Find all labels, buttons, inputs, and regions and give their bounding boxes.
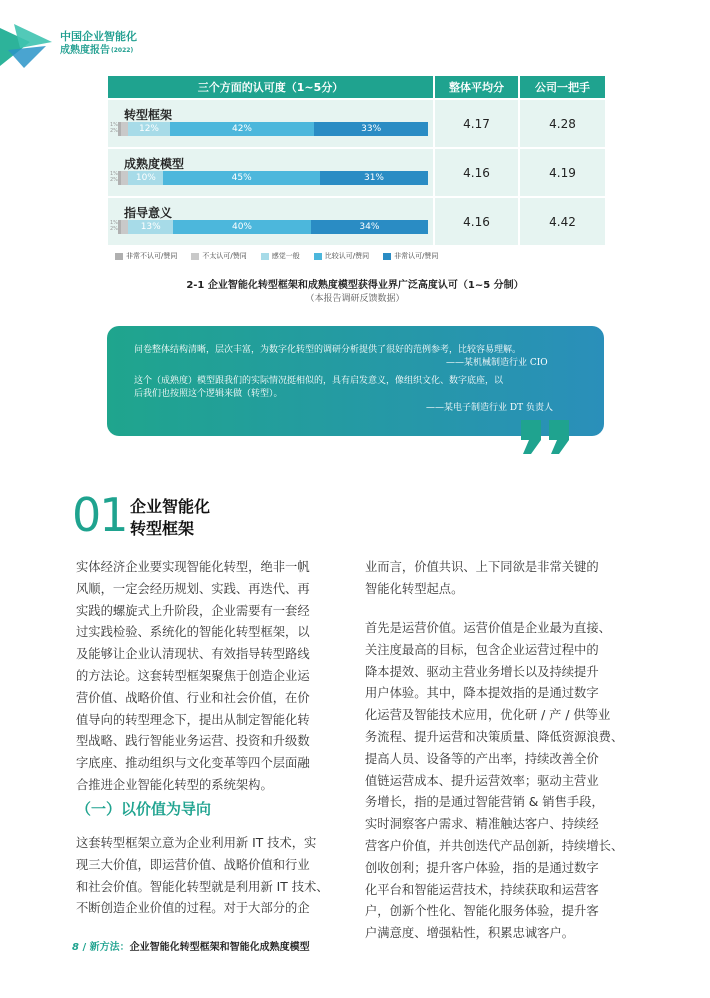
legend-item: [383, 251, 438, 261]
quote-mark-icon: [519, 418, 575, 456]
report-logo-icon: [0, 22, 56, 70]
text-line: 现三大价值，即运营价值、战略价值和行业: [76, 857, 310, 872]
text-line: 不断创造企业价值的过程。对于大部分的企: [76, 901, 310, 916]
row-label: 成熟度模型: [124, 157, 185, 171]
bar-segment: [121, 220, 128, 234]
avg-score-cell: 4.16: [435, 149, 518, 196]
stacked-bar: [118, 171, 428, 185]
ceo-score-cell: 4.19: [520, 149, 605, 196]
small-share-label: 1%: [110, 122, 118, 128]
report-title: 中国企业智能化: [60, 30, 137, 43]
bar-segment: [121, 122, 128, 136]
bar-segment: 13%: [128, 220, 173, 234]
text-line: 营客户价值，并共创迭代产品创新，持续增长、: [365, 838, 624, 853]
subsection-heading: （一）以价值为导向: [76, 800, 212, 818]
section-title: 企业智能化: [130, 497, 211, 516]
legend-label: 不太认可/赞同: [202, 252, 247, 260]
small-share-label: 1%: [110, 220, 118, 226]
text-line: 的方法论。这套转型框架聚焦于创造企业运: [76, 668, 310, 683]
text-line: 化平台和智能运营技术，持续获取和运营客: [365, 882, 599, 897]
legend-item: [115, 251, 177, 261]
small-share-label: 2%: [110, 226, 118, 232]
text-line: 营价值、战略价值、行业和社会价值，在价: [76, 690, 310, 705]
row-label: 指导意义: [124, 206, 173, 220]
bar-segment: 42%: [170, 122, 315, 136]
text-line: 户，创新个性化、智能化服务体验，提升客: [365, 904, 599, 919]
text-line: 智能化转型起点。: [365, 581, 464, 596]
body-paragraph: [76, 557, 310, 797]
bar-segment: 31%: [320, 171, 428, 185]
text-line: 化运营及智能技术应用，优化研 / 产 / 供等业: [365, 708, 611, 723]
legend-item: [314, 251, 369, 261]
quote-line: 问卷整体结构清晰，层次丰富，为数字化转型的调研分析提供了很好的范例参考，比较容易理解。: [134, 345, 522, 355]
text-line: 字底座、推动组织与文化变革等四个层面融: [76, 756, 310, 771]
table-header-main: 三个方面的认可度（1~5分）: [108, 76, 433, 98]
table-header-avg: 整体平均分: [435, 76, 518, 98]
body-paragraph: [365, 618, 623, 945]
text-line: 关注度最高的目标，包含企业运营过程中的: [365, 642, 599, 657]
text-line: 风顺，一定会经历规划、实践、再迭代、再: [76, 581, 310, 596]
legend-item: [191, 251, 246, 261]
stacked-bar: [118, 122, 428, 136]
bar-segment: 40%: [173, 220, 311, 234]
legend-swatch: [115, 253, 123, 260]
figure-source: （本报告调研反馈数据）: [305, 294, 405, 304]
legend-label: 非常认可/赞同: [394, 252, 439, 260]
footer-separator: /: [82, 942, 87, 953]
text-line: 型战略、践行智能业务运营、投资和升级数: [76, 734, 310, 749]
text-line: 创收创利；提升客户体验，指的是通过数字: [365, 860, 599, 875]
bar-segment: 45%: [163, 171, 320, 185]
body-paragraph: [365, 557, 599, 601]
recognition-table: [108, 76, 605, 244]
legend-item: [261, 251, 300, 261]
section-title: 转型框架: [130, 519, 195, 538]
legend-swatch: [383, 253, 391, 260]
footer-title: 企业智能化转型框架和智能化成熟度模型: [129, 942, 310, 953]
stacked-bar: [118, 220, 428, 234]
section-number: 01: [72, 488, 127, 542]
text-line: 实体经济企业要实现智能化转型，绝非一帆: [76, 560, 310, 574]
legend-swatch: [314, 253, 322, 260]
legend-label: 感觉一般: [271, 252, 300, 260]
ceo-score-cell: 4.42: [520, 198, 605, 245]
text-line: 及能够让企业认清现状、有效指导转型路线: [76, 647, 310, 662]
text-line: 过实践检验、系统化的智能化转型框架，以: [76, 625, 310, 640]
text-line: 业而言，价值共识、上下同欲是非常关键的: [365, 560, 599, 574]
text-line: 降本提效、驱动主营业务增长以及持续提升: [365, 664, 599, 679]
text-line: 务增长，指的是通过智能营销 & 销售手段，: [365, 795, 604, 810]
quote-attribution: ——某机械制造行业 CIO: [446, 358, 548, 368]
body-paragraph: [76, 833, 329, 920]
legend-swatch: [261, 253, 269, 260]
text-line: 首先是运营价值。运营价值是企业最为直接、: [365, 621, 611, 635]
text-line: 务流程、提升运营和决策质量、降低资源浪费、: [365, 729, 624, 744]
avg-score-cell: 4.16: [435, 198, 518, 245]
report-year: (2022): [111, 47, 134, 54]
chart-legend: [115, 251, 438, 261]
figure-caption: 2-1 企业智能化转型框架和成熟度模型获得业界广泛高度认可（1~5 分制）: [186, 280, 524, 291]
quote-line: 这个（成熟度）模型跟我们的实际情况挺相似的，具有启发意义，像组织文化、数字底座，以: [134, 376, 504, 386]
text-line: 提高人员、设备等的产出率，持续改善全价: [365, 751, 599, 766]
text-line: 值导向的转型理念下，提出从制定智能化转: [76, 712, 310, 727]
bar-segment: [121, 171, 128, 185]
page-number: 8: [72, 942, 79, 953]
quote-line: 后我们也按照这个逻辑来做（转型）。: [134, 389, 283, 399]
quote-attribution: ——某电子制造行业 DT 负责人: [426, 403, 553, 413]
footer-section: 新方法：: [89, 942, 130, 953]
avg-score-cell: 4.17: [435, 100, 518, 147]
report-subtitle: 成熟度报告$^{(2022)}$: [60, 45, 134, 56]
text-line: 值链运营成本、提升运营效率；驱动主营业: [365, 773, 599, 788]
text-line: 这套转型框架立意为企业利用新 IT 技术，实: [76, 836, 317, 850]
bar-segment: 33%: [314, 122, 428, 136]
row-label: 转型框架: [124, 108, 173, 122]
legend-swatch: [191, 253, 199, 260]
bar-segment: 12%: [128, 122, 169, 136]
text-line: 户满意度、增强粘性，积累忠诚客户。: [365, 926, 575, 941]
text-line: 用户体验。其中，降本提效指的是通过数字: [365, 686, 599, 701]
table-header-ceo: 公司一把手: [520, 76, 605, 98]
small-share-label: 2%: [110, 128, 118, 134]
small-share-label: 1%: [110, 171, 118, 177]
ceo-score-cell: 4.28: [520, 100, 605, 147]
page-footer: [72, 938, 310, 953]
text-line: 和社会价值。智能化转型就是利用新 IT 技术、: [76, 879, 329, 894]
small-share-label: 2%: [110, 177, 118, 183]
bar-segment: 34%: [311, 220, 428, 234]
legend-label: 非常不认可/赞同: [126, 252, 178, 260]
text-line: 合推进企业智能化转型的系统架构。: [76, 777, 273, 792]
text-line: 实践的螺旋式上升阶段，企业需要有一套经: [76, 603, 310, 618]
bar-segment: 10%: [128, 171, 163, 185]
text-line: 实时洞察客户需求、精准触达客户、持续经: [365, 817, 599, 832]
legend-label: 比较认可/赞同: [324, 252, 370, 260]
